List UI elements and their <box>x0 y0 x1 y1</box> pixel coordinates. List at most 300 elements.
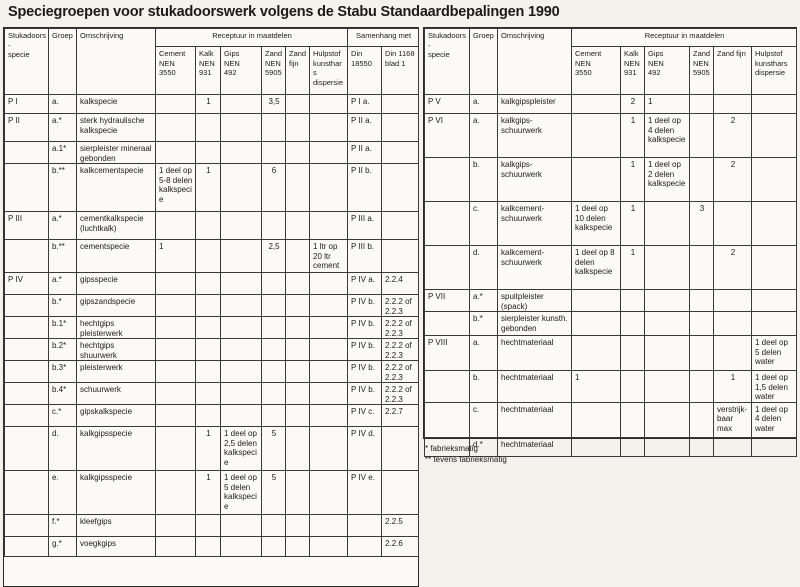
table-row <box>425 371 797 403</box>
table-row <box>425 246 797 290</box>
cell-din1: P III a. <box>348 212 382 240</box>
cell-zandfijn <box>286 212 310 240</box>
cell-hulp <box>310 164 348 212</box>
cell-stuk <box>5 471 49 515</box>
cell-groep: a.* <box>49 273 77 295</box>
table-row <box>5 317 419 339</box>
table-row <box>5 361 419 383</box>
cell-din1: P IV b. <box>348 295 382 317</box>
cell-stuk: P I <box>5 95 49 114</box>
cell-kalk <box>196 339 221 361</box>
cell-kalk: 1 <box>621 114 645 158</box>
cell-stuk <box>5 361 49 383</box>
cell-zand <box>262 317 286 339</box>
cell-stuk <box>425 371 470 403</box>
cell-cement <box>156 142 196 164</box>
col-header-gips: Gips NEN 492 <box>645 47 690 95</box>
cell-gips <box>221 273 262 295</box>
cell-omschr: kalkgipsspecie <box>77 427 156 471</box>
cell-stuk: P V <box>425 95 470 114</box>
cell-kalk: 1 <box>196 471 221 515</box>
cell-kalk: 1 <box>621 202 645 246</box>
cell-zandfijn <box>714 336 752 371</box>
cell-stuk <box>5 405 49 427</box>
cell-omschr: hechtmateriaal <box>498 437 572 456</box>
col-header-stukadoorsspecie: Stukadoors- specie <box>425 29 470 95</box>
col-header-zandfijn: Zand fijn <box>286 47 310 95</box>
col-header-zand: Zand NEN 5905 <box>690 47 714 95</box>
cell-din1: P II b. <box>348 164 382 212</box>
cell-hulp <box>752 114 797 158</box>
col-header-omschrijving: Omschrijving <box>77 29 156 95</box>
cell-stuk <box>5 164 49 212</box>
cell-gips <box>221 164 262 212</box>
table-row <box>5 164 419 212</box>
cell-groep: b. <box>470 371 498 403</box>
cell-hulp <box>310 142 348 164</box>
cell-zandfijn <box>286 361 310 383</box>
cell-zand <box>690 114 714 158</box>
cell-cement: 1 <box>156 240 196 273</box>
cell-gips <box>221 317 262 339</box>
cell-stuk <box>5 339 49 361</box>
cell-cement <box>572 437 621 456</box>
left-table <box>4 28 419 557</box>
cell-hulp <box>310 537 348 557</box>
cell-zandfijn <box>286 114 310 142</box>
cell-groep: c. <box>470 402 498 437</box>
cell-zand <box>690 437 714 456</box>
cell-hulp <box>310 317 348 339</box>
cell-zand: 3,5 <box>262 95 286 114</box>
cell-omschr: kalkgipspleister <box>498 95 572 114</box>
cell-zandfijn <box>286 317 310 339</box>
cell-gips <box>221 142 262 164</box>
cell-din2: 2.2.6 <box>382 537 419 557</box>
cell-cement <box>156 405 196 427</box>
cell-zandfijn <box>286 295 310 317</box>
cell-cement <box>156 537 196 557</box>
cell-gips <box>645 402 690 437</box>
cell-stuk: P VI <box>425 114 470 158</box>
table-row <box>425 114 797 158</box>
cell-zandfijn: verstrijk- baar max <box>714 402 752 437</box>
cell-gips <box>645 312 690 336</box>
cell-groep: b.* <box>470 312 498 336</box>
cell-cement: 1 <box>572 371 621 403</box>
cell-gips: 1 deel op 2 delen kalkspecie <box>645 158 690 202</box>
cell-omschr: hechtmateriaal <box>498 371 572 403</box>
cell-zand <box>690 95 714 114</box>
cell-din1 <box>348 515 382 537</box>
cell-cement <box>156 212 196 240</box>
cell-cement <box>156 339 196 361</box>
table-row <box>425 290 797 312</box>
cell-groep: a. <box>470 114 498 158</box>
cell-hulp <box>752 246 797 290</box>
cell-omschr: kleefgips <box>77 515 156 537</box>
cell-groep: a.* <box>49 114 77 142</box>
cell-zandfijn: 1 <box>714 371 752 403</box>
cell-din1: P IV d. <box>348 427 382 471</box>
table-row <box>5 273 419 295</box>
cell-omschr: hechtmateriaal <box>498 402 572 437</box>
cell-din1: P III b. <box>348 240 382 273</box>
cell-stuk <box>425 246 470 290</box>
cell-groep: d. <box>470 246 498 290</box>
cell-zandfijn <box>286 405 310 427</box>
footnote: * fabrieksmatig <box>425 444 478 453</box>
cell-zand <box>262 273 286 295</box>
cell-zandfijn <box>286 427 310 471</box>
cell-gips <box>645 371 690 403</box>
cell-cement <box>156 383 196 405</box>
cell-omschr: kalkcement- schuurwerk <box>498 202 572 246</box>
cell-din2: 2.2.2 of 2.2.3 <box>382 295 419 317</box>
footnote: ** tevens fabrieksmatig <box>425 455 507 464</box>
cell-zand: 2,5 <box>262 240 286 273</box>
col-header-hulp: Hulpstof kunsthars dispersie <box>752 47 797 95</box>
cell-groep: d.* <box>470 437 498 456</box>
cell-kalk <box>196 383 221 405</box>
cell-hulp <box>310 515 348 537</box>
page-title: Speciegroepen voor stukadoorswerk volgens de Stabu Standaardbepalingen 1990 <box>8 4 560 20</box>
cell-stuk <box>425 312 470 336</box>
cell-hulp: 1 ltr op 20 ltr cement <box>310 240 348 273</box>
cell-omschr: kalkgips- schuurwerk <box>498 114 572 158</box>
col-header-kalk: Kalk NEN 931 <box>621 47 645 95</box>
cell-cement <box>572 114 621 158</box>
cell-omschr: pleisterwerk <box>77 361 156 383</box>
cell-gips <box>221 295 262 317</box>
cell-stuk <box>5 537 49 557</box>
col-header-groep: Groep <box>49 29 77 95</box>
cell-kalk <box>621 312 645 336</box>
cell-omschr: gipskalkspecie <box>77 405 156 427</box>
cell-hulp <box>752 437 797 456</box>
cell-din1: P I a. <box>348 95 382 114</box>
cell-gips <box>221 361 262 383</box>
cell-zand <box>690 336 714 371</box>
cell-groep: e. <box>49 471 77 515</box>
cell-zandfijn <box>714 202 752 246</box>
cell-cement <box>156 471 196 515</box>
cell-zandfijn <box>714 437 752 456</box>
cell-din2 <box>382 240 419 273</box>
cell-din2: 2.2.7 <box>382 405 419 427</box>
cell-kalk <box>196 114 221 142</box>
cell-gips <box>221 515 262 537</box>
cell-groep: c.* <box>49 405 77 427</box>
cell-hulp <box>310 427 348 471</box>
cell-cement <box>156 295 196 317</box>
cell-omschr: gipsspecie <box>77 273 156 295</box>
cell-cement <box>572 402 621 437</box>
cell-zandfijn <box>714 95 752 114</box>
col-header-zand: Zand NEN 5905 <box>262 47 286 95</box>
cell-omschr: kalkgips- schuurwerk <box>498 158 572 202</box>
cell-stuk <box>5 317 49 339</box>
cell-zand <box>690 158 714 202</box>
cell-stuk: P II <box>5 114 49 142</box>
cell-omschr: schuurwerk <box>77 383 156 405</box>
cell-zand: 5 <box>262 471 286 515</box>
cell-gips: 1 deel op 2,5 delen kalkspecie <box>221 427 262 471</box>
table-row <box>5 471 419 515</box>
table-row <box>5 405 419 427</box>
cell-cement <box>156 515 196 537</box>
cell-zandfijn <box>286 142 310 164</box>
cell-din1: P IV b. <box>348 339 382 361</box>
cell-cement <box>572 336 621 371</box>
col-header-cement: Cement NEN 3550 <box>156 47 196 95</box>
cell-kalk: 2 <box>621 95 645 114</box>
table-row <box>425 202 797 246</box>
cell-stuk: P VIII <box>425 336 470 371</box>
cell-din1: P IV a. <box>348 273 382 295</box>
header-row <box>5 29 419 47</box>
cell-hulp <box>752 290 797 312</box>
cell-hulp: 1 deel op 1,5 delen water <box>752 371 797 403</box>
cell-kalk <box>196 317 221 339</box>
table-row <box>425 158 797 202</box>
cell-gips <box>221 240 262 273</box>
cell-zand <box>262 405 286 427</box>
cell-hulp <box>310 471 348 515</box>
cell-gips <box>221 339 262 361</box>
cell-omschr: kalkcementspecie <box>77 164 156 212</box>
col-header-gips: Gips NEN 492 <box>221 47 262 95</box>
cell-zandfijn <box>286 383 310 405</box>
cell-din2 <box>382 164 419 212</box>
cell-zand: 6 <box>262 164 286 212</box>
cell-zandfijn <box>286 240 310 273</box>
cell-kalk <box>196 361 221 383</box>
cell-zand <box>262 212 286 240</box>
cell-groep: b.2* <box>49 339 77 361</box>
cell-hulp <box>310 212 348 240</box>
cell-stuk <box>5 383 49 405</box>
cell-groep: a.* <box>49 212 77 240</box>
cell-gips <box>645 290 690 312</box>
cell-zandfijn <box>286 164 310 212</box>
cell-hulp <box>752 202 797 246</box>
cell-omschr: sierpleister mineraal gebonden <box>77 142 156 164</box>
cell-kalk: 1 <box>196 164 221 212</box>
col-header-hulp: Hulpstof kunsthars dispersie <box>310 47 348 95</box>
cell-stuk: P IV <box>5 273 49 295</box>
cell-cement: 1 deel op 5-8 delen kalkspecie <box>156 164 196 212</box>
cell-zand <box>690 402 714 437</box>
cell-hulp <box>310 405 348 427</box>
table-row <box>5 537 419 557</box>
cell-groep: b.** <box>49 240 77 273</box>
cell-zand <box>690 371 714 403</box>
cell-groep: f.* <box>49 515 77 537</box>
cell-kalk: 1 <box>621 158 645 202</box>
table-row <box>425 402 797 437</box>
cell-kalk <box>196 295 221 317</box>
cell-stuk: P VII <box>425 290 470 312</box>
cell-kalk <box>621 371 645 403</box>
cell-din1: P IV c. <box>348 405 382 427</box>
col-header-samenhang: Samenhang met <box>348 29 419 47</box>
cell-zandfijn <box>714 290 752 312</box>
col-header-groep: Groep <box>470 29 498 95</box>
footnotes <box>425 443 507 465</box>
cell-groep: b.1* <box>49 317 77 339</box>
cell-zandfijn: 2 <box>714 246 752 290</box>
cell-zandfijn <box>286 471 310 515</box>
cell-zand <box>262 114 286 142</box>
cell-gips <box>645 246 690 290</box>
col-header-din2: Din 1168 blad 1 <box>382 47 419 95</box>
table-row <box>5 95 419 114</box>
table-row <box>5 114 419 142</box>
cell-zandfijn <box>286 95 310 114</box>
cell-zand <box>262 295 286 317</box>
cell-hulp <box>310 339 348 361</box>
cell-cement: 1 deel op 8 delen kalkspecie <box>572 246 621 290</box>
col-header-receptuur: Receptuur in maatdelen <box>156 29 348 47</box>
cell-gips <box>221 383 262 405</box>
cell-gips <box>221 537 262 557</box>
cell-gips <box>645 202 690 246</box>
cell-cement <box>572 95 621 114</box>
cell-hulp <box>310 361 348 383</box>
cell-hulp: 1 deel op 4 delen water <box>752 402 797 437</box>
cell-gips <box>221 114 262 142</box>
cell-din2 <box>382 471 419 515</box>
table-row <box>5 212 419 240</box>
cell-zandfijn: 2 <box>714 114 752 158</box>
col-header-zandfijn: Zand fijn <box>714 47 752 95</box>
cell-hulp <box>310 295 348 317</box>
cell-cement <box>156 317 196 339</box>
cell-zand <box>262 361 286 383</box>
cell-zandfijn <box>714 312 752 336</box>
cell-kalk <box>196 142 221 164</box>
cell-din1: P IV b. <box>348 361 382 383</box>
cell-groep: a. <box>49 95 77 114</box>
cell-kalk <box>621 402 645 437</box>
cell-cement <box>572 290 621 312</box>
cell-stuk <box>5 295 49 317</box>
cell-stuk <box>5 240 49 273</box>
cell-groep: d. <box>49 427 77 471</box>
cell-kalk <box>621 336 645 371</box>
cell-gips: 1 deel op 5 delen kalkspecie <box>221 471 262 515</box>
cell-cement <box>572 158 621 202</box>
cell-groep: b. <box>470 158 498 202</box>
table-row <box>5 142 419 164</box>
cell-stuk <box>425 402 470 437</box>
cell-omschr: hechtmateriaal <box>498 336 572 371</box>
cell-kalk <box>196 515 221 537</box>
cell-cement: 1 deel op 10 delen kalkspecie <box>572 202 621 246</box>
cell-zand <box>690 312 714 336</box>
cell-gips: 1 deel op 4 delen kalkspecie <box>645 114 690 158</box>
cell-zandfijn <box>286 339 310 361</box>
cell-groep: a.* <box>470 290 498 312</box>
cell-groep: b.3* <box>49 361 77 383</box>
cell-hulp: 1 deel op 5 delen water <box>752 336 797 371</box>
cell-gips <box>221 95 262 114</box>
cell-groep: a. <box>470 95 498 114</box>
cell-groep: b.** <box>49 164 77 212</box>
cell-hulp <box>752 312 797 336</box>
cell-omschr: spuitpleister (spack) <box>498 290 572 312</box>
cell-zandfijn <box>286 273 310 295</box>
cell-stuk <box>5 515 49 537</box>
right-table <box>424 28 797 457</box>
cell-zand: 3 <box>690 202 714 246</box>
table-row <box>5 295 419 317</box>
cell-din1: P IV b. <box>348 317 382 339</box>
col-header-stukadoorsspecie: Stukadoors- specie <box>5 29 49 95</box>
cell-zand <box>690 290 714 312</box>
cell-gips <box>645 437 690 456</box>
cell-omschr: kalkgipsspecie <box>77 471 156 515</box>
cell-hulp <box>752 158 797 202</box>
cell-din1: P IV b. <box>348 383 382 405</box>
table-row <box>5 339 419 361</box>
cell-kalk: 1 <box>196 95 221 114</box>
cell-omschr: cementkalkspecie (luchtkalk) <box>77 212 156 240</box>
cell-din2: 2.2.5 <box>382 515 419 537</box>
cell-hulp <box>752 95 797 114</box>
cell-kalk <box>196 273 221 295</box>
cell-zand <box>690 246 714 290</box>
cell-gips <box>221 212 262 240</box>
cell-gips <box>645 336 690 371</box>
cell-groep: a. <box>470 336 498 371</box>
cell-kalk: 1 <box>621 246 645 290</box>
cell-cement <box>156 427 196 471</box>
cell-hulp <box>310 273 348 295</box>
col-header-omschrijving: Omschrijving <box>498 29 572 95</box>
cell-cement <box>156 273 196 295</box>
cell-hulp <box>310 383 348 405</box>
col-header-din1: Din 18550 <box>348 47 382 95</box>
cell-cement <box>156 95 196 114</box>
cell-omschr: cementspecie <box>77 240 156 273</box>
table-row <box>425 312 797 336</box>
cell-omschr: sterk hydraulische kalkspecie <box>77 114 156 142</box>
cell-kalk <box>621 290 645 312</box>
col-header-receptuur: Receptuur in maatdelen <box>572 29 797 47</box>
cell-din2: 2.2.2 of 2.2.3 <box>382 361 419 383</box>
col-header-cement: Cement NEN 3550 <box>572 47 621 95</box>
cell-omschr: kalkcement- schuurwerk <box>498 246 572 290</box>
cell-kalk <box>196 537 221 557</box>
table-row <box>425 95 797 114</box>
cell-cement <box>156 361 196 383</box>
table-row <box>425 336 797 371</box>
cell-zandfijn: 2 <box>714 158 752 202</box>
cell-omschr: kalkspecie <box>77 95 156 114</box>
cell-zand <box>262 142 286 164</box>
cell-zand <box>262 383 286 405</box>
cell-omschr: hechtgips shuurwerk <box>77 339 156 361</box>
cell-zand <box>262 537 286 557</box>
cell-kalk: 1 <box>196 427 221 471</box>
cell-din2 <box>382 114 419 142</box>
cell-din2 <box>382 212 419 240</box>
cell-din2: 2.2.2 of 2.2.3 <box>382 317 419 339</box>
cell-cement <box>572 312 621 336</box>
cell-stuk <box>425 202 470 246</box>
